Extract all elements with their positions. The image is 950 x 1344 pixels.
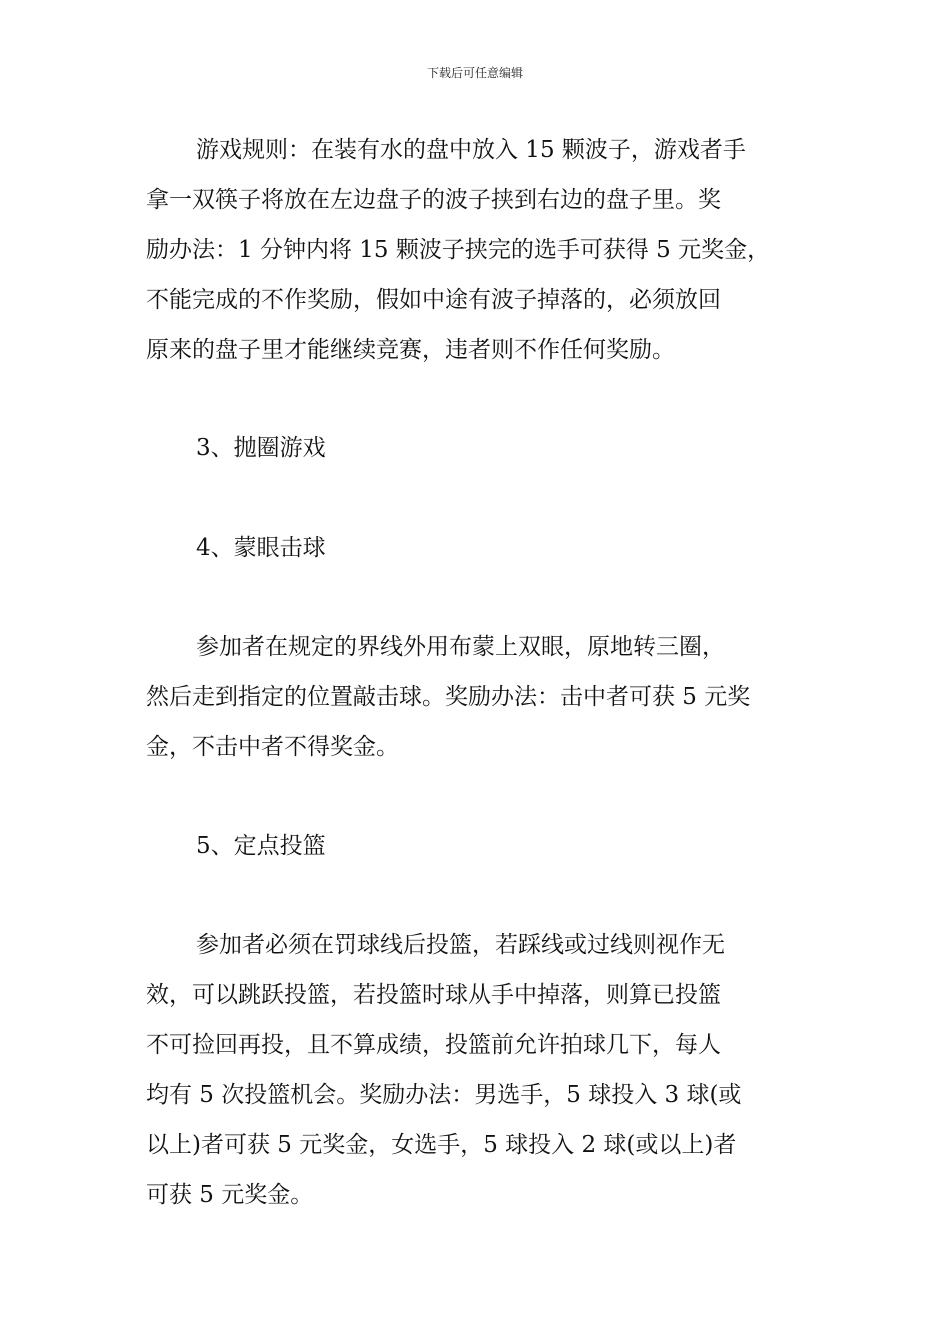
section-heading-5: 5、定点投篮 (196, 833, 326, 859)
text-line: 以上)者可获 5 元奖金，女选手，5 球投入 2 球(或以上)者 (146, 1132, 737, 1158)
text-line: 然后走到指定的位置敲击球。奖励办法：击中者可获 5 元奖 (146, 684, 751, 710)
text-line: 励办法：1 分钟内将 15 颗波子挟完的选手可获得 5 元奖金， (146, 237, 771, 263)
text-line: 游戏规则：在装有水的盘中放入 15 颗波子，游戏者手 (196, 137, 746, 163)
text-line: 原来的盘子里才能继续竞赛，违者则不作任何奖励。 (146, 337, 675, 363)
text-line: 拿一双筷子将放在左边盘子的波子挟到右边的盘子里。奖 (146, 187, 721, 213)
paragraph-game4-rules (146, 622, 810, 772)
text-line: 效，可以跳跃投篮，若投篮时球从手中掉落，则算已投篮 (146, 982, 721, 1008)
text-line: 参加者必须在罚球线后投篮，若踩线或过线则视作无 (196, 932, 725, 958)
page-header: 下载后可任意编辑 (426, 66, 523, 80)
section-heading-3: 3、抛圈游戏 (196, 435, 326, 461)
paragraph-game2-rules (146, 125, 810, 375)
text-line: 不能完成的不作奖励，假如中途有波子掉落的，必须放回 (146, 287, 721, 313)
text-line: 不可捡回再投，且不算成绩，投篮前允许拍球几下，每人 (146, 1032, 721, 1058)
paragraph-game5-rules (146, 920, 810, 1220)
text-line: 均有 5 次投篮机会。奖励办法：男选手，5 球投入 3 球(或 (146, 1082, 742, 1108)
text-line: 金，不击中者不得奖金。 (146, 734, 399, 760)
section-heading-4: 4、蒙眼击球 (196, 535, 326, 561)
text-line: 参加者在规定的界线外用布蒙上双眼，原地转三圈， (196, 634, 725, 660)
text-line: 可获 5 元奖金。 (146, 1182, 314, 1208)
